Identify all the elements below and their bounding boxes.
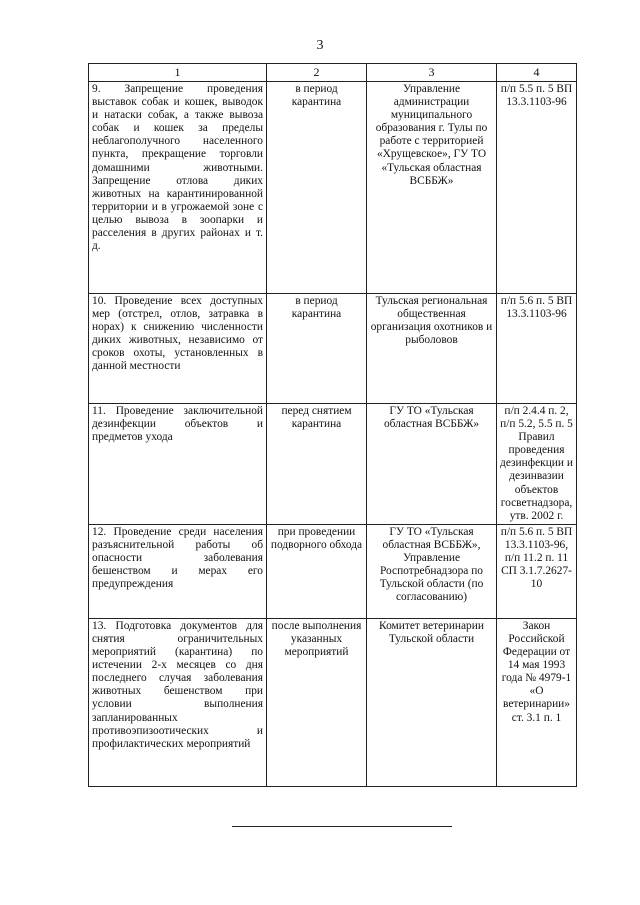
basis-cell: п/п 2.4.4 п. 2, п/п 5.2, 5.5 п. 5 Правил проведения дезинфекции и дезинвазии объектов госветнадзора, утв. 2002 г. [497, 404, 577, 525]
period-cell: после выполнения указанных мероприятий [267, 618, 367, 786]
basis-cell: п/п 5.6 п. 5 ВП 13.3.1103-96 [497, 294, 577, 404]
executor-cell: Тульская региональная общественная организация охотников и рыболовов [367, 294, 497, 404]
measure-cell: 10. Проведение всех доступных мер (отстрел, отлов, затравка в норах) к снижению численности диких животных, независимо от сроков охоты, установленных в данной местности [89, 294, 267, 404]
measure-cell: 11. Проведение заключительной дезинфекции объектов и предметов ухода [89, 404, 267, 525]
table-row [89, 404, 577, 525]
column-header-1: 1 [89, 64, 267, 82]
executor-cell: ГУ ТО «Тульская областная ВСББЖ» [367, 404, 497, 525]
measure-cell: 13. Подготовка документов для снятия ограничительных мероприятий (карантина) по истечении 2-х месяцев со дня последнего случая заболевания животных бешенством при условии выполнения запланированных противоэпизоотических и профилактических мероприятий [89, 618, 267, 786]
period-cell: перед снятием карантина [267, 404, 367, 525]
table-row [89, 524, 577, 618]
footer-divider [232, 826, 452, 827]
page-number: 3 [316, 38, 324, 53]
period-cell: в период карантина [267, 294, 367, 404]
table-row [89, 294, 577, 404]
period-cell: при проведении подворного обхода [267, 524, 367, 618]
measures-table [88, 63, 577, 787]
executor-cell: Управление администрации муниципального образования г. Тулы по работе с территорией «Хрущевское», ГУ ТО «Тульская областная ВСББЖ» [367, 82, 497, 294]
basis-cell: Закон Российской Федерации от 14 мая 1993 года № 4979-1 «О ветеринарии» ст. 3.1 п. 1 [497, 618, 577, 786]
basis-cell: п/п 5.6 п. 5 ВП 13.3.1103-96, п/п 11.2 п. 11 СП 3.1.7.2627-10 [497, 524, 577, 618]
measure-cell: 12. Проведение среди населения разъяснительной работы об опасности заболевания бешенством и мерах его предупреждения [89, 524, 267, 618]
table-header-row [89, 64, 577, 82]
period-cell: в период карантина [267, 82, 367, 294]
table-row [89, 618, 577, 786]
column-header-4: 4 [497, 64, 577, 82]
column-header-2: 2 [267, 64, 367, 82]
measure-cell: 9. Запрещение проведения выставок собак и кошек, выводок и натаски собак, а также вывоза собак и кошек за пределы неблагополучного населенного пункта, прекращение торговли домашними животными. Запрещение отлова диких животных на карантинированной территории и в угрожаемой зоне с целью вывоза в зоопарки и расселения в других районах и т. д. [89, 82, 267, 294]
table-row [89, 82, 577, 294]
executor-cell: ГУ ТО «Тульская областная ВСББЖ», Управление Роспотребнадзора по Тульской области (по согласованию) [367, 524, 497, 618]
executor-cell: Комитет ветеринарии Тульской области [367, 618, 497, 786]
basis-cell: п/п 5.5 п. 5 ВП 13.3.1103-96 [497, 82, 577, 294]
column-header-3: 3 [367, 64, 497, 82]
